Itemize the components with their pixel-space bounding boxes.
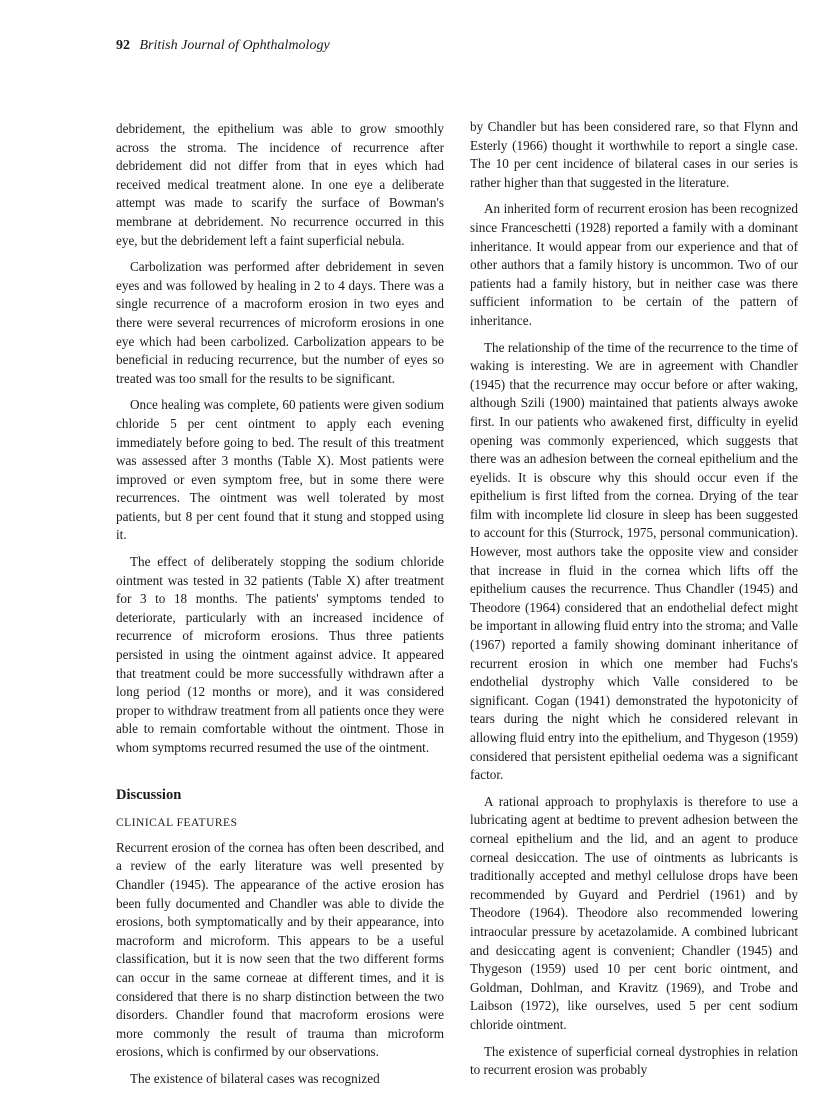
paragraph: by Chandler but has been considered rare, so that Flynn and Esterly (1966) thought it worthwhile to report a single case. The 10 per cent incidence of bilateral cases in our series is rather higher than that suggested in the literature. — [470, 119, 798, 190]
left-column — [116, 120, 444, 1089]
paragraph: The effect of deliberately stopping the sodium chloride ointment was tested in 32 patients (Table X) after treatment for 3 to 18 months. The patients' symptoms tended to deteriorate, particularly with an increased incidence of recurrence of microform erosions. Thus three patients persisted in using the ointment against advice. It appeared that treatment could be more successfully withdrawn after a long period (12 months or more), and it was considered proper to withdraw treatment from all patients once they were able to remain comfortable without the ointment. Those in whom symptoms recurred resumed the use of the ointment. — [116, 554, 444, 755]
paragraph: Once healing was complete, 60 patients were given sodium chloride 5 per cent ointment to apply each evening immediately before going to bed. The result of this treatment was assessed after 3 months (Table X). Most patients were improved or even symptom free, but in some there were recurrences. The ointment was well tolerated by most patients, but 8 per cent found that it stung and stopped using it. — [116, 397, 444, 543]
paragraph: A rational approach to prophylaxis is therefore to use a lubricating agent at bedtime to prevent adhesion between the corneal epithelium and the lid, and an agent to produce corneal desiccation. The use of ointments as lubricants is traditionally accepted and methyl cellulose drops have been recommended by Guyard and Perdriel (1961) and by Theodore (1964). Theodore also recommended lowering intraocular pressure by acetazolamide. A combined lubricant and desiccating agent is convenient; Chandler (1945) and Thygeson (1959) used 10 per cent boric ointment, and Goldman, Dohlman, and Kravitz (1969), and Trobe and Laibson (1972), like ourselves, used 5 per cent sodium chloride ointment. — [470, 793, 798, 1032]
running-header — [116, 38, 330, 54]
paragraph: The relationship of the time of the recurrence to the time of waking is interesting. We are in agreement with Chandler (1945) that the recurrence may occur before or after waking, although Szili (1900) maintained that patients always awoke first. In our patients who awakened first, difficulty in eyelid opening was commonly experienced, which suggests that there was an adhesion between the corneal epithelium and the eyelids. It is obscure why this should occur even if the epithelium is first lifted from the cornea. Drying of the tear film with incomplete lid closure in sleep has been suggested to account for this (Sturrock, 1975, personal communication). However, most authors take the opposite view and consider that increase in fluid in the cornea which lifts off the epithelium causes the recurrence. Thus Chandler (1945) and Theodore (1964) considered that an endothelial defect might be important in allowing fluid entry into the stroma; and Valle (1967) reported a family showing dominant inheritance of recurrent erosion in which one member had Fuchs's endothelial dystrophy which Valle considered to be significant. Cogan (1941) demonstrated the hypotonicity of tears during the night which he considered relevant in allowing fluid entry into the epithelium, and Thygeson (1959) considered that persistent epithelial oedema was a significant factor. — [470, 339, 798, 783]
journal-title: British Journal of Ophthalmology — [139, 38, 330, 53]
paragraph: Recurrent erosion of the cornea has often been described, and a review of the early literature was well presented by Chandler (1945). The appearance of the active erosion has been fully documented and Chandler was able to divide the erosions, both symptomatically and by their appearance, into macroform and microform. This appears to be a useful classification, but it is now seen that the two different forms can occur in the same corneae at different times, and it is considered that there is no sharp distinction between the two disorders. Chandler found that macroform erosions were more commonly the result of trauma than microform erosions, which is confirmed by our observations. — [116, 839, 444, 1060]
paragraph: An inherited form of recurrent erosion has been recognized since Franceschetti (1928) reported a family with a dominant inheritance. It would appear from our experience and that of other authors that a family history is uncommon. Two of our patients had a family history, but in neither case was there sufficient information to be certain of the pattern of inheritance. — [470, 201, 798, 328]
subheading: CLINICAL FEATURES — [116, 817, 238, 830]
page-number: 92 — [116, 38, 130, 53]
right-column — [470, 118, 798, 1080]
paragraph: The existence of superficial corneal dystrophies in relation to recurrent erosion was probably — [470, 1043, 798, 1078]
section-heading: Discussion — [116, 786, 182, 803]
paragraph: debridement, the epithelium was able to grow smoothly across the stroma. The incidence of recurrence after debridement did not differ from that in eyes which had received medical treatment alone. In one eye a deliberate attempt was made to scarify the surface of Bowman's membrane at debridement. No recurrence occurred in this eye, but the debridement left a faint superficial nebula. — [116, 121, 444, 248]
paragraph: Carbolization was performed after debridement in seven eyes and was followed by healing in 2 to 4 days. There was a single recurrence of a macroform erosion in two eyes and there were several recurrences of microform erosions in one eye which had been carbolized. Carbolization appears to be beneficial in reducing recurrence, but the number of eyes so treated was too small for the results to be significant. — [116, 259, 444, 386]
paragraph: The existence of bilateral cases was recognized — [130, 1070, 380, 1086]
